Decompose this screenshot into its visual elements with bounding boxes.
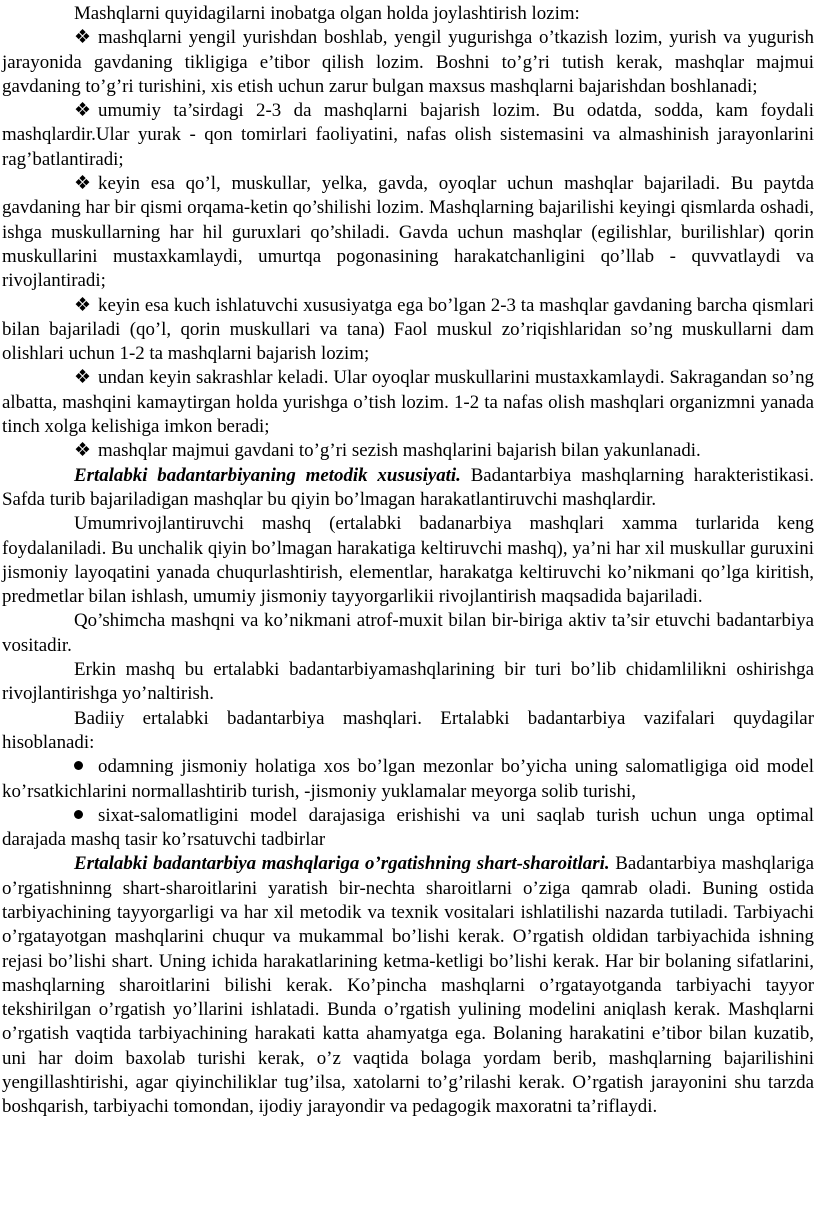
diamond-bullet-icon: ❖: [74, 27, 91, 49]
body-paragraph: Umumrivojlantiruvchi mashq (ertalabki badanarbiya mashqlari xamma turlarida keng foydalaniladi. Bu unchalik qiyin bo’lmagan harakatiga keltiruvchi mashq), ya’ni har xil muskullar guruxini jismoniy layoqatini yanada chuqurlashtirish, elementlar, harakatga keltiruvchi ko’nikmani qo’lga kiritish, predmetlar bilan ishlash, umumiy jismoniy tayyorgarlikii rivojlantirish maqsadida bajariladi.: [2, 513, 814, 608]
body-paragraph: Qo’shimcha mashqni va ko’nikmani atrof-muxit bilan bir-biriga aktiv ta’sir etuvchi badantarbiya vositadir.: [2, 610, 814, 656]
body-paragraph: Badiiy ertalabki badantarbiya mashqlari. Ertalabki badantarbiya vazifalari quydagilar hisoblanadi:: [2, 707, 814, 753]
dot-list-item: [2, 804, 814, 853]
diamond-item-text: mashqlar majmui gavdani to’g’ri sezish mashqlarini bajarish bilan yakunlanadi.: [98, 440, 701, 462]
diamond-bullet-icon: ❖: [74, 294, 91, 316]
diamond-item-text: keyin esa qo’l, muskullar, yelka, gavda, oyoqlar uchun mashqlar bajariladi. Bu paytda gavdaning har bir qismi orqama-ketin qo’shilishi lozim. Mashqlarning bajarilishi keyingi qismlarda oshadi, ishga muskullarning har hil guruxlari qo’shiladi. Gavda uchun mashqlar (egilishlar, burilishlar) qorin muskullarini mustaxkamlaydi, umurtqa pogonasining harakatchanligini qo’llab - quvvatlaydi va rivojlantiradi;: [2, 173, 814, 292]
section-text: Badantarbiya mashqlariga o’rgatishninng shart-sharoitlarini yaratish bir-nechta sharoitlarni o’ziga qamrab oladi. Buning ostida tarbiyachining tayyorgarligi va har xil metodik va texnik vositalari ishlatilishi nazarda tutiladi. Tarbiyachi o’rgatayotgan mashqlarini chuqur va mukammal bo’lishi kerak. O’rgatish oldidan tarbiyachida ishning rejasi bo’lishi shart. Uning ichida harakatlarining ketma-ketligi bo’lishi kerak. Har bir bolaning sifatlarini, mashqlarning sharoitlarini bilishi kerak. Ko’pincha mashqlarni o’rgatayotganda tarbiyachi tayyor tekshirilgan o’rgatish yo’llarini ishlatadi. Bunda o’rgatish yulining modelini aniqlash kerak. Mashqlarni o’rgatish vaqtida tarbiyachining harakati katta ahamyatga ega. Bolaning harakatini e’tibor bilan kuzatib, uni har doim baxolab turishi kerak, o’z vaqtida bolaga yordam berib, mashqlarning bajarilishini yengillashtirishi, agar qiyinchiliklar tug’ilsa, xatolarni to’g’rilashi kerak. O’rgatish jarayonini shu tarzda boshqarish, tarbiyachi tomondan, ijodiy jarayondir va pedagogik maxoratni ta’riflaydi.: [2, 853, 814, 1118]
section-heading: Ertalabki badantarbiya mashqlariga o’rgatishning shart-sharoitlari.: [74, 853, 610, 875]
dot-bullet-icon: [74, 761, 83, 770]
diamond-item-text: umumiy ta’sirdagi 2-3 da mashqlarni bajarish lozim. Bu odatda, sodda, kam foydali mashqlardir.Ular yurak - qon tomirlari faoliyatini, nafas olish sistemasini va almashinish jarayonlarini rag’batlantiradi;: [2, 100, 814, 170]
diamond-list-item: [2, 26, 814, 99]
diamond-bullet-icon: ❖: [74, 440, 91, 462]
diamond-item-text: keyin esa kuch ishlatuvchi xususiyatga ega bo’lgan 2-3 ta mashqlar gavdaning barcha qismlari bilan bajariladi (qo’l, qorin muskullari va tana) Faol muskul zo’riqishlaridan so’ng muskullarni dam olishlari uchun 1-2 ta mashqlarni bajarish lozim;: [2, 294, 814, 365]
diamond-bullet-icon: ❖: [74, 173, 91, 195]
intro-line: Mashqlarni quyidagilarni inobatga olgan holda joylashtirish lozim:: [74, 3, 580, 24]
body-paragraph: Erkin mashq bu ertalabki badantarbiyamashqlarining bir turi bo’lib chidamlilikni oshirishga rivojlantirishga yo’naltirish.: [2, 659, 814, 705]
dot-item-text: odamning jismoniy holatiga xos bo’lgan mezonlar bo’yicha uning salomatligiga oid model ko’rsatkichlarini normallashtirib turish, -jismoniy yuklamalar meyorga solib turishi,: [2, 756, 814, 802]
diamond-list-item: [2, 294, 814, 367]
section-text: Badantarbiya mashqlarning harakteristikasi. Safda turib bajariladigan mashqlar bu qiyin bo’lmagan harakatlantiruvchi mashqlardir.: [2, 464, 814, 510]
dot-list-item: [2, 755, 814, 804]
section-conditions: [2, 852, 814, 1119]
diamond-bullet-icon: ❖: [74, 367, 91, 389]
diamond-list-item: [2, 172, 814, 293]
dot-item-text: sixat-salomatligini model darajasiga erishishi va uni saqlab turish uchun unga optimal darajada mashq tasir ko’rsatuvchi tadbirlar: [2, 804, 814, 851]
diamond-item-text: mashqlarni yengil yurishdan boshlab, yengil yugurishga o’tkazish lozim, yurish va yugurish jarayonida gavdaning tikligiga e’tibor qilish lozim. Boshni to’g’ri tutish kerak, mashqlar majmui gavdaning to’g’ri turishini, xis etish uchun zarur bulgan maxsus mashqlarni bajarishdan boshlanadi;: [2, 27, 814, 97]
diamond-item-text: undan keyin sakrashlar keladi. Ular oyoqlar muskullarini mustaxkamlaydi. Sakragandan so’ng albatta, mashqini kamaytirgan holda yurishga o’tish lozim. 1-2 ta nafas olish mashqlari organizmni yanada tinch xolga kelishiga imkon beradi;: [2, 367, 814, 438]
section-heading: Ertalabki badantarbiyaning metodik xususiyati.: [74, 464, 461, 486]
dot-bullet-icon: [74, 810, 83, 819]
diamond-bullet-icon: ❖: [74, 100, 91, 122]
section-methodology: [2, 464, 814, 513]
diamond-list-item: [2, 99, 814, 172]
diamond-list-item: [2, 439, 814, 463]
diamond-list-item: [2, 366, 814, 439]
